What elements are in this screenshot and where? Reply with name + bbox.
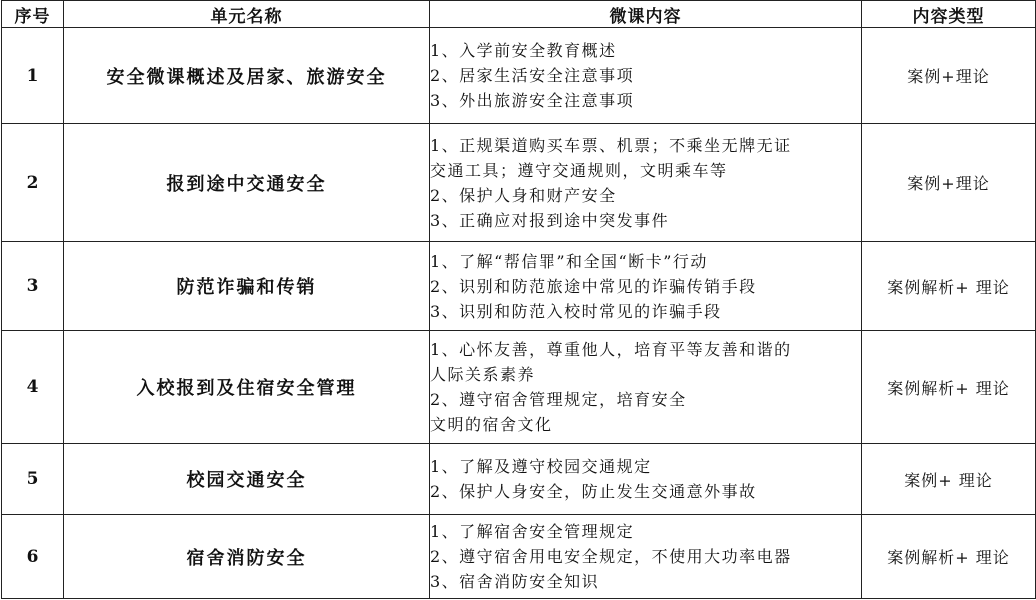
row-num: 5	[2, 444, 64, 515]
content-type: 案例+ 理论	[862, 444, 1036, 515]
content-line: 交通工具；遵守交通规则，文明乘车等	[430, 160, 728, 180]
content-line: 3、识别和防范入校时常见的诈骗手段	[430, 301, 722, 321]
content-line: 1、了解宿舍安全管理规定	[430, 522, 635, 541]
header-num: 序号	[2, 1, 64, 28]
header-content-type: 内容类型	[862, 1, 1036, 28]
content-cell	[430, 124, 862, 242]
content-line: 3、宿舍消防安全知识	[430, 572, 600, 591]
row-num: 1	[2, 28, 64, 124]
unit-name: 报到途中交通安全	[64, 124, 430, 242]
content-cell	[430, 444, 862, 515]
row-num: 3	[2, 242, 64, 331]
content-line: 文明的宿舍文化	[430, 415, 553, 434]
table-row	[2, 124, 1036, 242]
content-line: 1、入学前安全教育概述	[430, 41, 617, 60]
content-line: 3、正确应对报到途中突发事件	[430, 210, 670, 230]
content-line: 1、正规渠道购买车票、机票；不乘坐无牌无证	[430, 135, 792, 155]
table-row	[2, 242, 1036, 331]
content-type: 案例+理论	[862, 124, 1036, 242]
row-num: 2	[2, 124, 64, 242]
table-row	[2, 28, 1036, 124]
content-line: 3、外出旅游安全注意事项	[430, 91, 635, 110]
content-cell	[430, 28, 862, 124]
content-cell	[430, 331, 862, 444]
content-line: 2、居家生活安全注意事项	[430, 66, 635, 85]
content-cell	[430, 242, 862, 331]
unit-name: 校园交通安全	[64, 444, 430, 515]
course-table	[1, 0, 1036, 599]
content-line: 2、保护人身和财产安全	[430, 185, 617, 205]
unit-name: 宿舍消防安全	[64, 515, 430, 599]
content-line: 1、了解“帮信罪”和全国“断卡”行动	[430, 251, 708, 271]
content-line: 2、识别和防范旅途中常见的诈骗传销手段	[430, 276, 757, 296]
content-cell	[430, 515, 862, 599]
header-unit-name: 单元名称	[64, 1, 430, 28]
content-line: 人际关系素养	[430, 365, 536, 384]
content-line: 1、了解及遵守校园交通规定	[430, 457, 652, 476]
row-num: 4	[2, 331, 64, 444]
row-num: 6	[2, 515, 64, 599]
table-row	[2, 515, 1036, 599]
content-type: 案例解析+ 理论	[862, 242, 1036, 331]
unit-name: 防范诈骗和传销	[64, 242, 430, 331]
unit-name: 安全微课概述及居家、旅游安全	[64, 28, 430, 124]
content-type: 案例+理论	[862, 28, 1036, 124]
content-line: 1、心怀友善，尊重他人，培育平等友善和谐的	[430, 340, 792, 359]
header-content: 微课内容	[430, 1, 862, 28]
table-row	[2, 444, 1036, 515]
header-row	[2, 1, 1036, 28]
content-line: 2、遵守宿舍管理规定，培育安全	[430, 390, 687, 409]
unit-name: 入校报到及住宿安全管理	[64, 331, 430, 444]
content-line: 2、保护人身安全，防止发生交通意外事故	[430, 482, 757, 501]
content-line: 2、遵守宿舍用电安全规定，不使用大功率电器	[430, 547, 792, 566]
content-type: 案例解析+ 理论	[862, 331, 1036, 444]
content-type: 案例解析+ 理论	[862, 515, 1036, 599]
table-row	[2, 331, 1036, 444]
